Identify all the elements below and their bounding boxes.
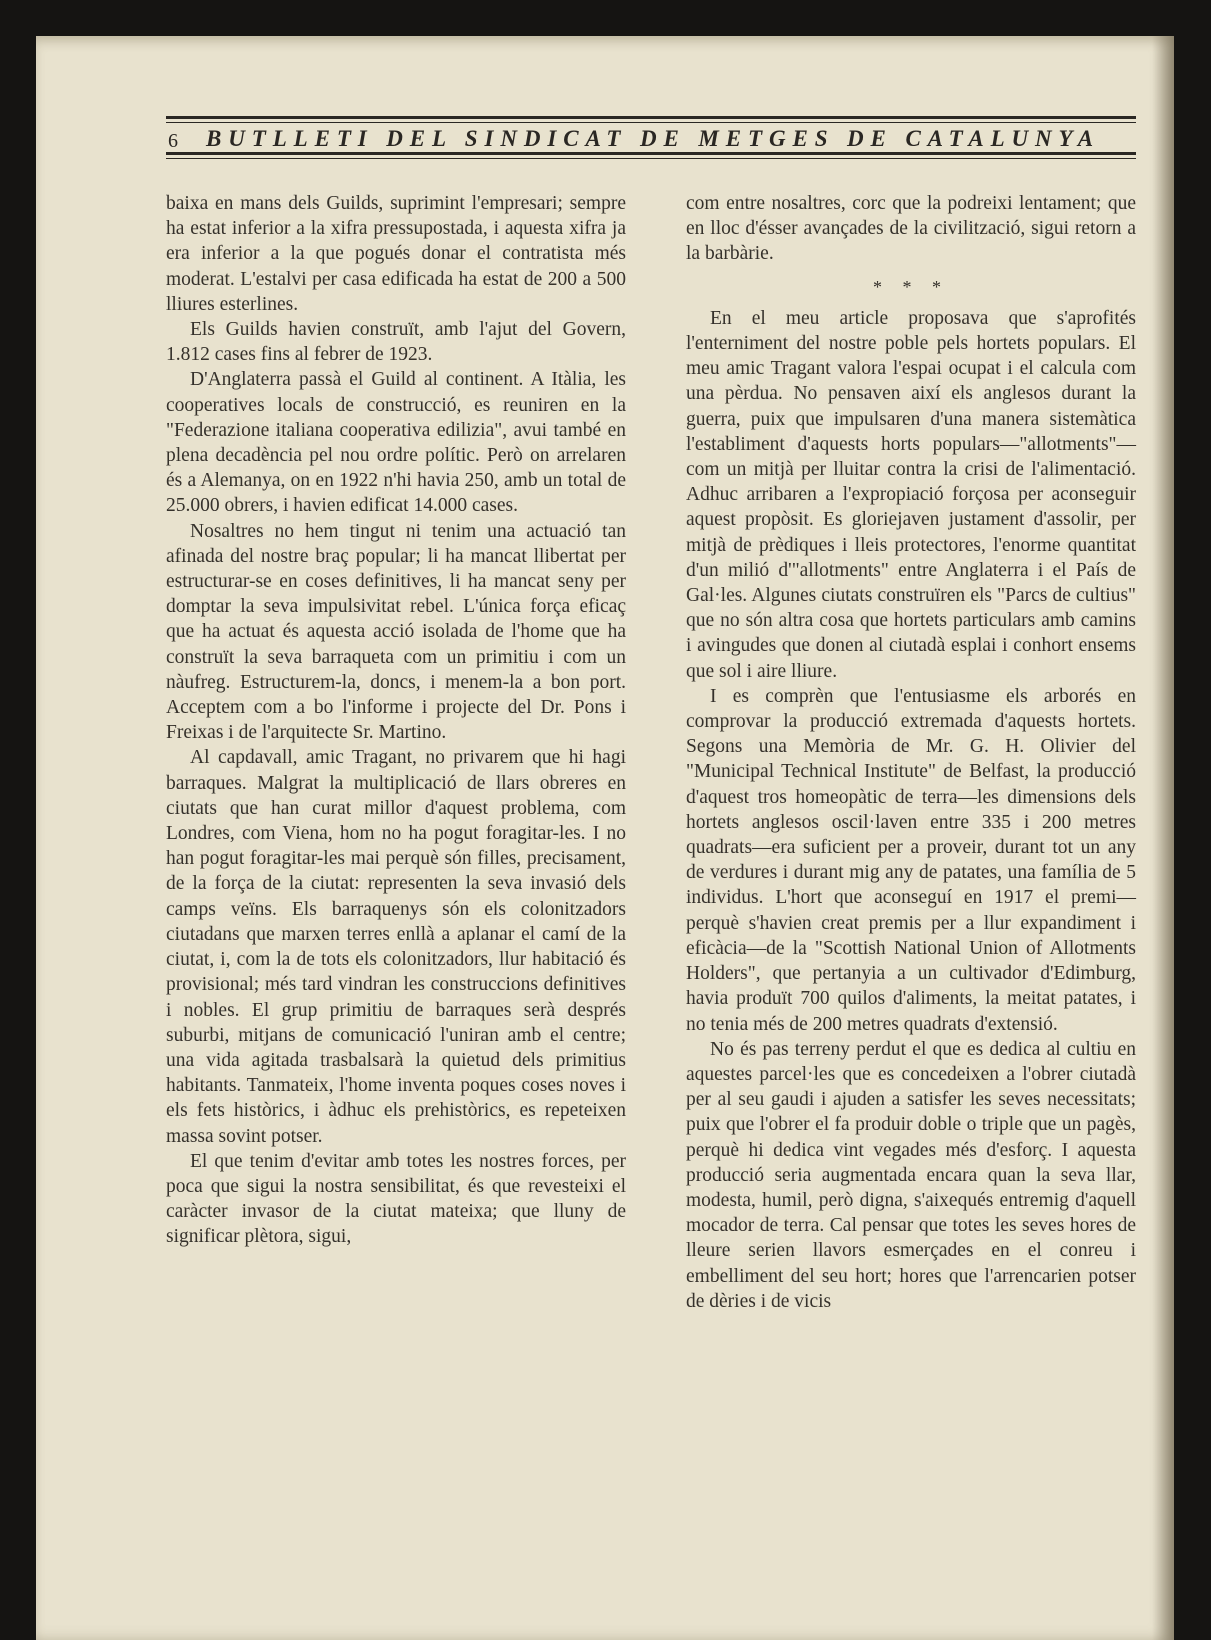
paragraph: En el meu article proposava que s'aprofités l'enterniment del nostre poble pels hortets populars. El meu amic Tragant valora l'espai ocupat i el calcula com una pèrdua. No pensaven així els anglesos durant la guerra, puix que impulsaren d'una manera sistemàtica l'establiment d'aquests horts populars—"allotments"—com un mitjà per lluitar contra la crisi de l'alimentació. Adhuc arribaren a l'expropiació forçosa per aconseguir aquest propòsit. Es gloriejaven justament d'assolir, per mitjà de prèdiques i lleis protectores, l'enorme quantitat d'un milió d'"allotments" entre Anglaterra i el País de Gal·les. Algunes ciutats construïren els "Parcs de cultius" que no són altra cosa que hortets particulars amb camins i avingudes que donen al ciutadà esplai i conhort ensems que sol i aire lliure. bbox=[686, 307, 1136, 682]
page-edge-shadow bbox=[1152, 36, 1174, 1640]
paragraph: D'Anglaterra passà el Guild al continent. A Itàlia, les cooperatives locals de construcció, es reuniren en la "Federazione italiana cooperativa edilizia", avui també en plena decadència pel nou ordre polític. Però on arrelaren és a Alemanya, on en 1922 n'hi havia 250, amb un total de 25.000 obrers, i havien edificat 14.000 cases. bbox=[166, 369, 626, 517]
paragraph: No és pas terreny perdut el que es dedica al cultiu en aquestes parcel·les que es concedeixen a l'obrer ciutadà per al seu gaudi i ajuden a satisfer les seves necessitats; puix que l'obrer el fa produir doble o triple que un pagès, perquè hi dedica vint vegades més d'esforç. I aquesta producció seria augmentada encara quan la seva llar, modesta, humil, però digna, s'aixequés entremig d'aquell mocador de terra. Cal pensar que totes les seves hores de lleure serien llavors esmerçades en el conreu i embelliment del seu hort; hores que l'arrencarien potser de dèries i de vicis bbox=[686, 1038, 1136, 1312]
paragraph: Els Guilds havien construït, amb l'ajut del Govern, 1.812 cases fins al febrer de 1923. bbox=[166, 319, 626, 366]
paragraph: El que tenim d'evitar amb totes les nostres forces, per poca que sigui la nostra sensibilitat, és que revesteixi el caràcter invasor de la ciutat mateixa; que lluny de significar plètora, sigui, bbox=[166, 1150, 626, 1248]
header-rule-bottom bbox=[166, 152, 1136, 155]
right-column bbox=[686, 191, 1136, 1314]
header-rule-top bbox=[166, 116, 1136, 119]
left-column bbox=[166, 191, 626, 1250]
page-number: 6 bbox=[168, 130, 179, 152]
paragraph: Nosaltres no hem tingut ni tenim una actuació tan afinada del nostre braç popular; li ha mancat llibertat per estructurar-se en coses definitives, li ha mancat seny per domptar la seva impulsivitat rebel. L'única força eficaç que ha actuat és aquesta acció isolada de l'home que ha construït la seva barraqueta com un primitiu i com un nàufreg. Estructurem-la, doncs, i menem-la a bon port. Acceptem com a bo l'informe i projecte del Dr. Pons i Freixas i de l'arquitecte Sr. Martino. bbox=[166, 520, 626, 744]
running-title: BUTLLETI DEL SINDICAT DE METGES DE CATALUNYA bbox=[206, 126, 1101, 151]
document-page bbox=[36, 36, 1174, 1640]
paragraph: Al capdavall, amic Tragant, no privarem que hi hagi barraques. Malgrat la multiplicació de llars obreres en ciutats que han curat millor d'aquest problema, com Londres, com Viena, hom no ha pogut foragitar-les. I no han pogut foragitar-les mai perquè són filles, precisament, de la força de la ciutat: representen la seva invasió dels camps veïns. Els barraquenys són els colonitzadors ciutadans que marxen terres enllà a aplanar el camí de la ciutat, i, com la de tots els colonitzadors, llur habitació és provisional; més tard vindran les construccions definitives i nobles. El grup primitiu de barraques serà després suburbi, mitjans de comunicació l'uniran amb el centre; una vida agitada trasbalsarà la quietud dels primitius habitants. Tanmateix, l'home inventa poques coses noves i els fets històrics, i àdhuc els prehistòrics, es repeteixen massa sovint potser. bbox=[166, 747, 626, 1147]
paragraph: com entre nosaltres, corc que la podreixi lentament; que en lloc d'ésser avançades de la civilització, sigui retorn a la barbàrie. bbox=[686, 193, 1136, 265]
header-rule-bottom-thin bbox=[166, 158, 1136, 159]
paragraph: I es comprèn que l'entusiasme els arborés en comprovar la producció extremada d'aquests hortets. Segons una Memòria de Mr. G. H. Olivier del "Municipal Technical Institute" de Belfast, la producció d'aquest tros homeopàtic de terra—les dimensions dels hortets anglesos oscil·laven entre 335 i 200 metres quadrats—era suficient per a proveir, durant tot un any de verdures i durant mig any de patates, una família de 5 individus. L'hort que aconseguí en 1917 el premi—perquè s'havien creat premis per a llur expandiment i eficàcia—de la "Scottish National Union of Allotments Holders", que pertanyia a un cultivador d'Edimburg, havia produït 700 quilos d'aliments, la meitat patates, i no tenia més de 200 metres quadrats d'extensió. bbox=[686, 685, 1136, 1035]
header-rule-top-thin bbox=[166, 122, 1136, 123]
running-header bbox=[166, 82, 1136, 162]
section-separator: * * * bbox=[873, 276, 949, 297]
paragraph: baixa en mans dels Guilds, suprimint l'empresari; sempre ha estat inferior a la xifra pressupostada, i aquesta xifra ja era inferior a la que pogués donar el contratista més moderat. L'estalvi per casa edificada ha estat de 200 a 500 lliures esterlines. bbox=[166, 193, 626, 315]
